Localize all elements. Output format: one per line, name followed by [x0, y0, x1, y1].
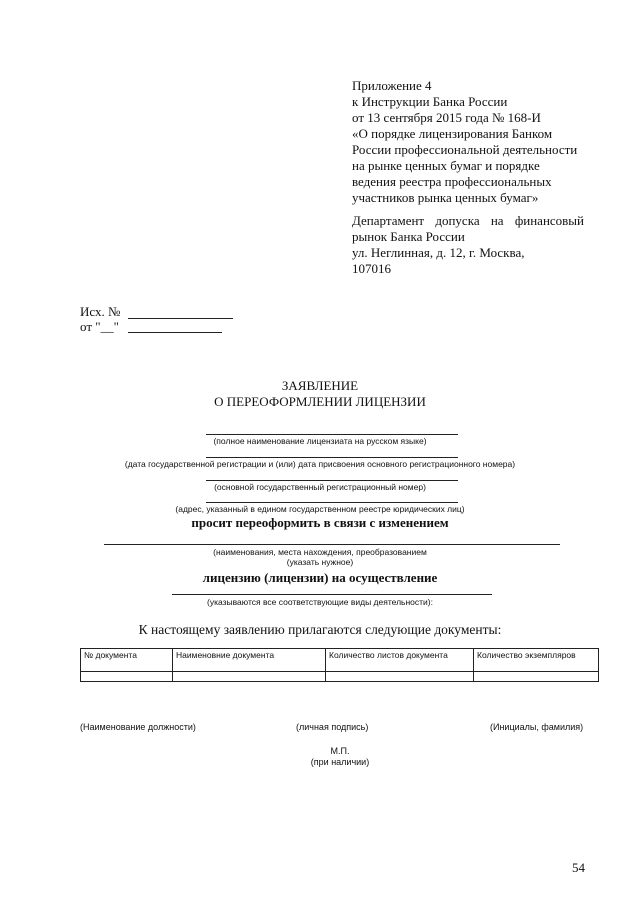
- activities-field[interactable]: [172, 594, 492, 595]
- table-cell[interactable]: [326, 672, 474, 682]
- table-cell[interactable]: [173, 672, 326, 682]
- name-caption: (Инициалы, фамилия): [490, 722, 584, 732]
- activities-caption: (указываются все соответствующие виды деятельности):: [207, 597, 433, 607]
- change-reason-field[interactable]: [104, 544, 560, 545]
- request-text: просит переоформить в связи с изменением: [191, 515, 449, 530]
- column-header: № документа: [81, 649, 173, 672]
- outgoing-number-label: Исх. №: [80, 304, 121, 319]
- header-line: России профессиональной деятельности: [352, 142, 578, 157]
- address-caption: (адрес, указанный в едином государственном реестре юридических лиц): [175, 504, 465, 514]
- column-header: Количество листов документа: [326, 649, 474, 672]
- ogrn-field[interactable]: [206, 480, 458, 481]
- attachments-lead: К настоящему заявлению прилагаются следующие документы:: [138, 622, 502, 637]
- licensee-name-field[interactable]: [206, 434, 458, 435]
- document-title: ЗАЯВЛЕНИЕ: [281, 378, 359, 393]
- department-line: рынок Банка России: [352, 229, 465, 244]
- table-row[interactable]: [81, 672, 599, 682]
- change-reason-note: (указать нужное): [286, 557, 354, 567]
- license-text: лицензию (лицензии) на осуществление: [202, 570, 438, 585]
- registration-date-field[interactable]: [206, 457, 458, 458]
- department-line: 107016: [352, 261, 391, 276]
- signature-caption: (личная подпись): [296, 722, 369, 732]
- registration-date-caption: (дата государственной регистрации и (или) дата присвоения основного регистрационного номера): [124, 459, 516, 469]
- header-line: от 13 сентября 2015 года № 168-И: [352, 110, 541, 125]
- document-subtitle: О ПЕРЕОФОРМЛЕНИИ ЛИЦЕНЗИИ: [214, 394, 426, 409]
- department-line: ул. Неглинная, д. 12, г. Москва,: [352, 245, 525, 260]
- ogrn-caption: (основной государственный регистрационный номер): [214, 482, 426, 492]
- table-cell[interactable]: [474, 672, 599, 682]
- table-cell[interactable]: [81, 672, 173, 682]
- column-header: Количество экземпляров: [474, 649, 599, 672]
- outgoing-date-label: от "__": [80, 319, 119, 334]
- header-line: «О порядке лицензирования Банком: [352, 126, 553, 141]
- seal-label: М.П.: [330, 746, 350, 756]
- outgoing-number-field[interactable]: [128, 318, 233, 319]
- position-caption: (Наименование должности): [80, 722, 196, 732]
- department-line: Департамент допуска на финансовый: [352, 213, 584, 228]
- header-line: к Инструкции Банка России: [352, 94, 508, 109]
- header-line: Приложение 4: [352, 78, 432, 93]
- header-line: ведения реестра профессиональных: [352, 174, 552, 189]
- licensee-name-caption: (полное наименование лицензиата на русском языке): [213, 436, 427, 446]
- page-number: 54: [572, 860, 585, 875]
- header-line: участников рынка ценных бумаг»: [352, 190, 539, 205]
- attachments-table: [80, 648, 599, 682]
- outgoing-date-field[interactable]: [128, 332, 222, 333]
- header-line: на рынке ценных бумаг и порядке: [352, 158, 540, 173]
- address-field[interactable]: [206, 502, 458, 503]
- seal-note: (при наличии): [310, 757, 370, 767]
- column-header: Наименовние документа: [173, 649, 326, 672]
- table-header-row: [81, 649, 599, 672]
- change-reason-caption: (наименования, места нахождения, преобразованием: [213, 547, 427, 557]
